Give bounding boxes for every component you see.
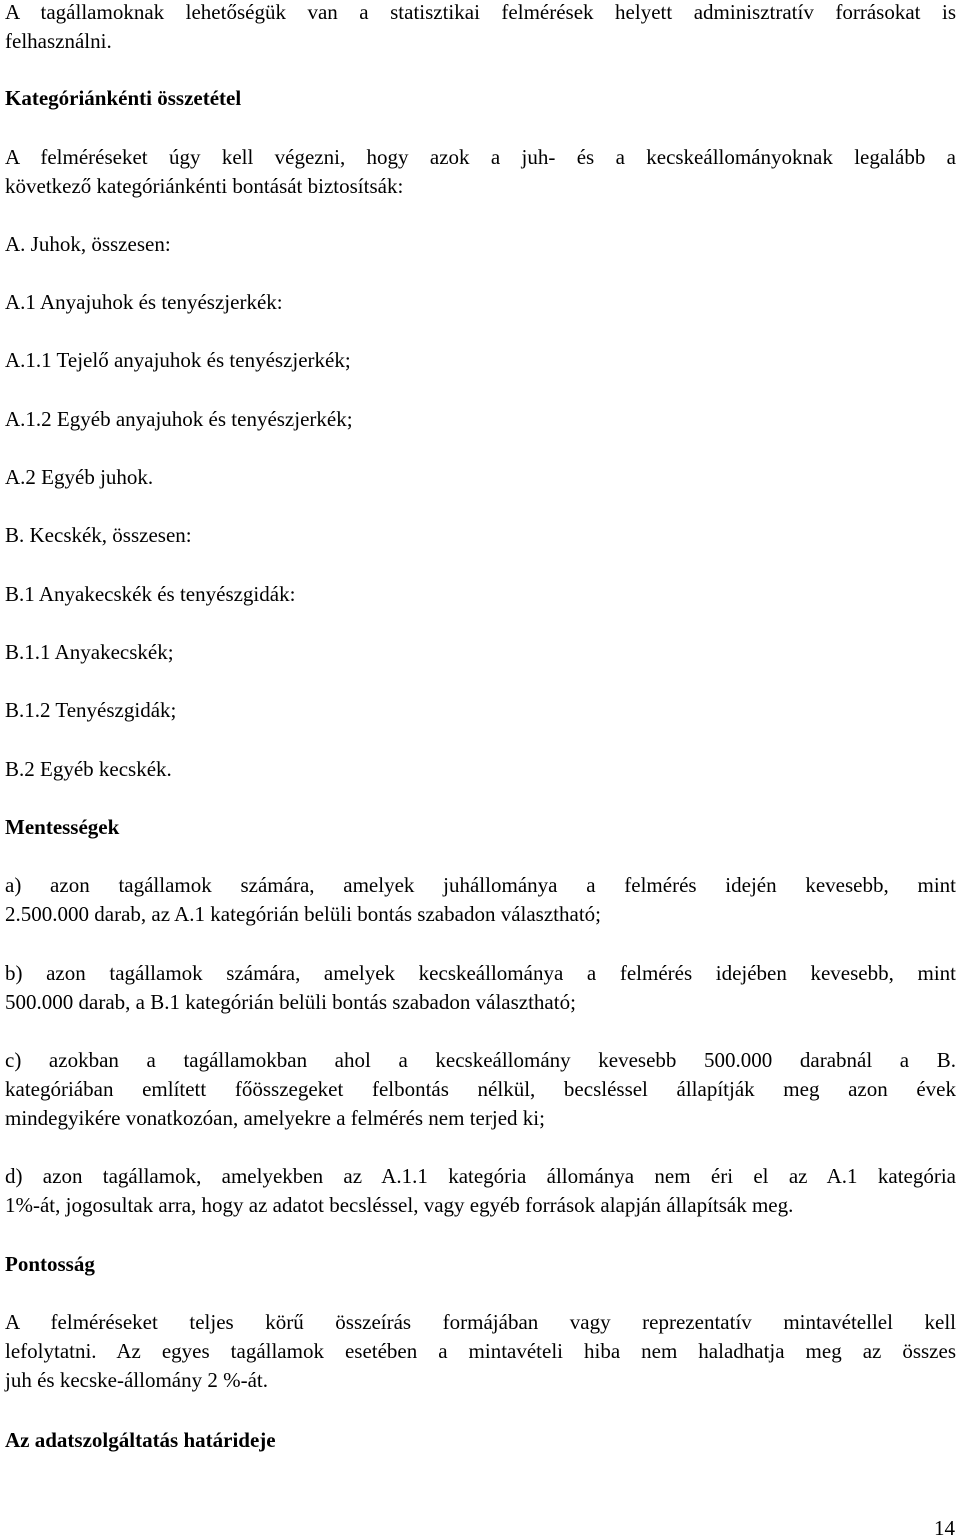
category-item: A.1.1 Tejelő anyajuhok és tenyészjerkék; [5,348,351,372]
category-item: B.2 Egyéb kecskék. [5,757,172,781]
exemption-item-b [5,961,956,1019]
text-line: 500.000 darab, a B.1 kategórián belüli bontás szabadon választható; [5,990,576,1014]
category-item: A.2 Egyéb juhok. [5,465,154,489]
section-heading-composition: Kategóriánkénti összetétel [5,86,242,110]
exemption-item-d [5,1164,956,1222]
text-line: lefolytatni. Az egyes tagállamok esetében a mintavételi hiba nem haladhatja meg az összes [5,1339,956,1363]
text-line: kategóriában említett főösszegeket felbontás nélkül, becsléssel állapítják meg azon évek [5,1077,956,1101]
text-line: 1%-át, jogosultak arra, hogy az adatot becsléssel, vagy egyéb források alapján állapítsák meg. [5,1193,794,1217]
category-item: B.1.1 Anyakecskék; [5,640,174,664]
text-line: a) azon tagállamok számára, amelyek juhállománya a felmérés idején kevesebb, mint [5,873,956,897]
intro-paragraph [5,0,956,58]
text-line: következő kategóriánkénti bontását biztosítsák: [5,174,404,198]
exemption-item-c [5,1048,956,1135]
category-item: A. Juhok, összesen: [5,232,171,256]
text-line: A felméréseket teljes körű összeírás formájában vagy reprezentatív mintavétellel kell [5,1310,956,1334]
text-line: b) azon tagállamok számára, amelyek kecskeállománya a felmérés idejében kevesebb, mint [5,961,956,985]
composition-paragraph [5,145,956,203]
text-line: 2.500.000 darab, az A.1 kategórián belüli bontás szabadon választható; [5,902,601,926]
exemption-item-a [5,873,956,931]
text-line: c) azokban a tagállamokban ahol a kecskeállomány kevesebb 500.000 darabnál a B. [5,1048,956,1072]
category-item: B.1.2 Tenyészgidák; [5,698,177,722]
text-line: A felméréseket úgy kell végezni, hogy azok a juh- és a kecskeállományoknak legalább a [5,145,956,169]
accuracy-paragraph [5,1310,956,1397]
category-item: B. Kecskék, összesen: [5,523,192,547]
page-number: 14 [934,1516,955,1540]
text-line: mindegyikére vonatkozóan, amelyekre a felmérés nem terjed ki; [5,1106,545,1130]
category-item: A.1.2 Egyéb anyajuhok és tenyészjerkék; [5,407,353,431]
text-line: felhasználni. [5,29,112,53]
section-heading-deadline: Az adatszolgáltatás határideje [5,1428,276,1452]
category-item: B.1 Anyakecskék és tenyészgidák: [5,582,296,606]
text-line: d) azon tagállamok, amelyekben az A.1.1 kategória állománya nem éri el az A.1 kategória [5,1164,956,1188]
section-heading-accuracy: Pontosság [5,1252,95,1276]
text-line: juh és kecske-állomány 2 %-át. [5,1368,268,1392]
section-heading-exemptions: Mentességek [5,815,120,839]
text-line: A tagállamoknak lehetőségük van a statisztikai felmérések helyett adminisztratív forrásokat is [5,0,956,24]
category-item: A.1 Anyajuhok és tenyészjerkék: [5,290,283,314]
